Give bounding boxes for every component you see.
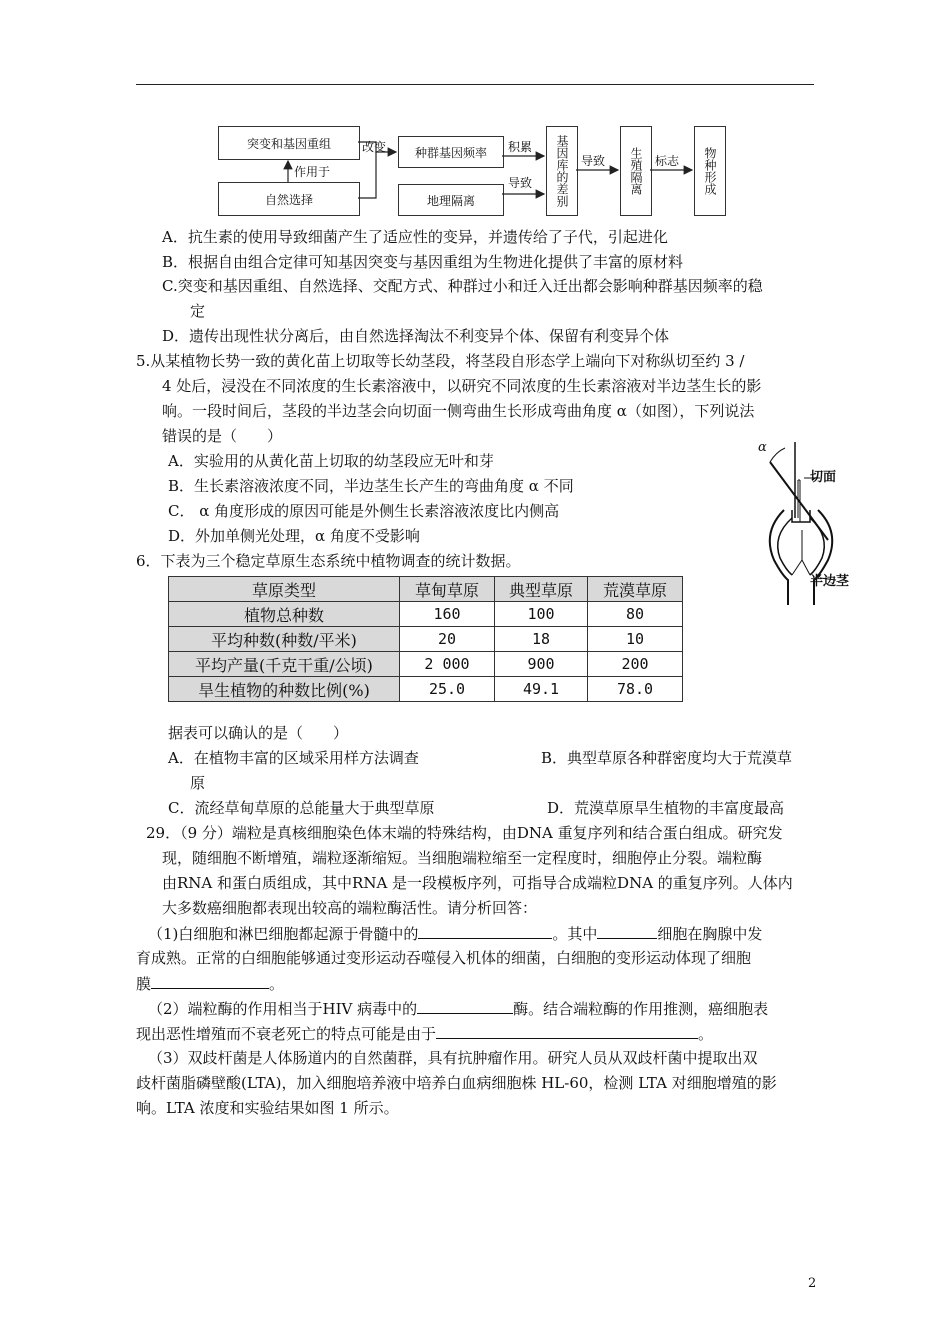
table-header-cell: 草原类型 xyxy=(169,577,400,602)
box-species-formation: 物种形成 xyxy=(694,126,726,216)
table-cell: 49.1 xyxy=(495,677,588,702)
table-cell: 2 000 xyxy=(400,652,495,677)
page-number: 2 xyxy=(808,1276,817,1291)
table-cell: 平均种数(种数/平米) xyxy=(169,627,400,652)
q6-option-b: B．典型草原各种群密度均大于荒漠草 xyxy=(541,749,793,767)
q29-part1-line1 xyxy=(148,922,762,945)
q6-option-a: A．在植物丰富的区域采用样方法调查 xyxy=(168,749,419,767)
q29-stem-line-4: 大多数癌细胞都表现出较高的端粒酶活性。请分析回答： xyxy=(162,899,538,917)
box-gene-frequency: 种群基因频率 xyxy=(398,136,504,168)
half-stem-label: 半边茎 xyxy=(810,574,850,589)
box-geographic-isolation: 地理隔离 xyxy=(398,184,504,216)
label-acts-on: 作用于 xyxy=(294,165,331,179)
q29-part1-text-f: 。 xyxy=(269,975,285,993)
q29-stem-line-3: 由RNA 和蛋白质组成，其中RNA 是一段模板序列，可指导合成端粒DNA 的重复序列。人体内 xyxy=(162,874,793,892)
table-header-cell: 荒漠草原 xyxy=(588,577,683,602)
label-cause-2: 导致 xyxy=(581,154,606,168)
table-row xyxy=(169,652,683,677)
q5-stem-line-1: 5.从某植物长势一致的黄化苗上切取等长幼茎段，将茎段自形态学上端向下对称纵切至约 3 / xyxy=(136,352,745,370)
q4-option-a: A．抗生素的使用导致细菌产生了适应性的变异，并遗传给了子代，引起进化 xyxy=(162,228,668,246)
q5-stem-line-2: 4 处后，浸没在不同浓度的生长素溶液中，以研究不同浓度的生长素溶液对半边茎生长的影 xyxy=(162,377,762,395)
q29-stem-line-1: 29．（9 分）端粒是真核细胞染色体末端的特殊结构，由DNA 重复序列和结合蛋白组成。研究发 xyxy=(146,824,783,842)
q29-part2-text-d: 。 xyxy=(698,1025,714,1043)
q29-part1-text-e: 膜 xyxy=(136,975,152,993)
q29-part1-line3 xyxy=(136,972,284,995)
alpha-label: α xyxy=(758,440,767,455)
label-cause-1: 导致 xyxy=(508,176,533,190)
q4-option-c-cont: 定 xyxy=(190,302,206,320)
q29-part3-line3: 响。LTA 浓度和实验结果如图 1 所示。 xyxy=(136,1099,399,1117)
table-row xyxy=(169,627,683,652)
q4-option-d: D．遗传出现性状分离后，由自然选择淘汰不利变异个体、保留有利变异个体 xyxy=(162,327,670,345)
answer-blank-4[interactable] xyxy=(417,997,513,1014)
q5-option-a: A．实验用的从黄化苗上切取的幼茎段应无叶和芽 xyxy=(168,452,494,470)
answer-blank-3[interactable] xyxy=(151,972,269,989)
q4-option-c: C.突变和基因重组、自然选择、交配方式、种群过小和迁入迁出都会影响种群基因频率的稳 xyxy=(162,277,763,295)
q29-part2-text-b: 酶。结合端粒酶的作用推测，癌细胞表 xyxy=(513,1000,769,1018)
label-accumulate: 积累 xyxy=(508,140,533,154)
table-cell: 200 xyxy=(588,652,683,677)
box-reproductive-isolation: 生殖隔离 xyxy=(620,126,652,216)
table-cell: 25.0 xyxy=(400,677,495,702)
q5-option-d: D．外加单侧光处理，α 角度不受影响 xyxy=(168,527,420,545)
q29-part3-line2: 歧杆菌脂磷壁酸(LTA)，加入细胞培养液中培养白血病细胞株 HL-60，检测 LTA 对细胞增殖的影 xyxy=(136,1074,777,1092)
q6-question: 据表可以确认的是（ ） xyxy=(168,724,349,742)
q29-part2-line1 xyxy=(148,997,768,1020)
table-cell: 80 xyxy=(588,602,683,627)
q29-part1-text-a: （1)白细胞和淋巴细胞都起源于骨髓中的 xyxy=(148,925,419,943)
q6-option-d: D．荒漠草原旱生植物的丰富度最高 xyxy=(547,799,785,817)
table-cell: 10 xyxy=(588,627,683,652)
q29-stem-line-2: 现，随细胞不断增殖，端粒逐渐缩短。当细胞端粒缩至一定程度时，细胞停止分裂。端粒酶 xyxy=(162,849,763,867)
grassland-table xyxy=(168,576,683,702)
table-cell: 20 xyxy=(400,627,495,652)
table-cell: 900 xyxy=(495,652,588,677)
q29-part1-text-c: 细胞在胸腺中发 xyxy=(657,925,763,943)
table-header-cell: 典型草原 xyxy=(495,577,588,602)
q5-option-c: C． α 角度形成的原因可能是外侧生长素溶液浓度比内侧高 xyxy=(168,502,560,520)
cut-surface-label: 切面 xyxy=(810,470,837,485)
stem-bending-figure xyxy=(740,440,860,610)
q29-part1-text-b: 。其中 xyxy=(552,925,598,943)
q29-part2-text-c: 现出恶性增殖而不衰老死亡的特点可能是由于 xyxy=(136,1025,437,1043)
table-cell: 旱生植物的种数比例(%) xyxy=(169,677,400,702)
table-cell: 160 xyxy=(400,602,495,627)
table-cell: 18 xyxy=(495,627,588,652)
q29-part3-line1: （3）双歧杆菌是人体肠道内的自然菌群，具有抗肿瘤作用。研究人员从双歧杆菌中提取出双 xyxy=(148,1049,758,1067)
q6-stem: 6．下表为三个稳定草原生态系统中植物调查的统计数据。 xyxy=(136,552,521,570)
q4-option-b: B．根据自由组合定律可知基因突变与基因重组为生物进化提供了丰富的原材料 xyxy=(162,253,684,271)
q5-stem-line-4: 错误的是（ ） xyxy=(162,427,283,445)
table-cell: 78.0 xyxy=(588,677,683,702)
box-mutation-recombination: 突变和基因重组 xyxy=(218,126,360,160)
table-row xyxy=(169,602,683,627)
answer-blank-2[interactable] xyxy=(597,922,657,939)
box-natural-selection: 自然选择 xyxy=(218,182,360,216)
table-cell: 植物总种数 xyxy=(169,602,400,627)
box-gene-pool-difference: 基因库的差别 xyxy=(546,126,578,216)
table-row xyxy=(169,677,683,702)
q29-part2-text-a: （2）端粒酶的作用相当于HIV 病毒中的 xyxy=(148,1000,418,1018)
q5-stem-line-3: 响。一段时间后，茎段的半边茎会向切面一侧弯曲生长形成弯曲角度 α（如图），下列说法 xyxy=(162,402,755,420)
answer-blank-5[interactable] xyxy=(436,1022,698,1039)
table-header-cell: 草甸草原 xyxy=(400,577,495,602)
q5-option-b: B．生长素溶液浓度不同，半边茎生长产生的弯曲角度 α 不同 xyxy=(168,477,574,495)
answer-blank-1[interactable] xyxy=(418,922,552,939)
q6-option-c: C．流经草甸草原的总能量大于典型草原 xyxy=(168,799,435,817)
flow-arrows xyxy=(0,0,950,240)
q29-part2-line2 xyxy=(136,1022,713,1045)
table-cell: 100 xyxy=(495,602,588,627)
q6-option-b-cont: 原 xyxy=(190,774,206,792)
table-header-row xyxy=(169,577,683,602)
label-change: 改变 xyxy=(362,140,387,154)
table-cell: 平均产量(千克干重/公顷) xyxy=(169,652,400,677)
label-mark: 标志 xyxy=(655,154,680,168)
q29-part1-line2: 育成熟。正常的白细胞能够通过变形运动吞噬侵入机体的细菌，白细胞的变形运动体现了细胞 xyxy=(136,949,752,967)
